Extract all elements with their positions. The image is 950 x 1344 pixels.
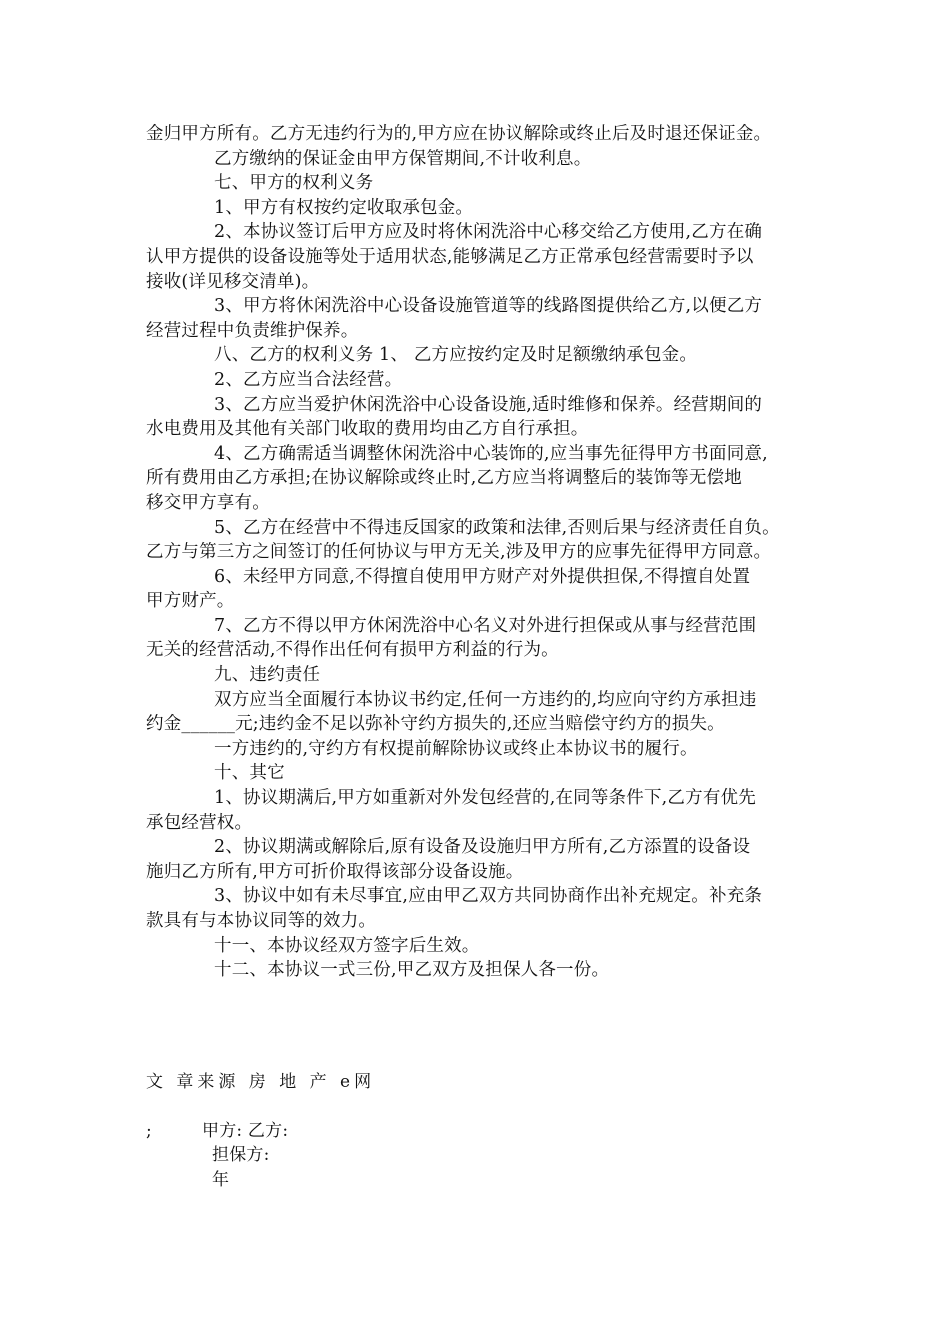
party-signature-row: [146, 1119, 826, 1144]
body-line: 认甲方提供的设备设施等处于适用状态,能够满足乙方正常承包经营需要时予以: [146, 246, 754, 267]
body-line: 八、乙方的权利义务 1、 乙方应按约定及时足额缴纳承包金。: [214, 345, 698, 366]
body-line: 施归乙方所有,甲方可折价取得该部分设备设施。: [146, 861, 524, 882]
body-line: 3、甲方将休闲洗浴中心设备设施管道等的线路图提供给乙方,以便乙方: [214, 296, 763, 317]
body-line: 2、协议期满或解除后,原有设备及设施归甲方所有,乙方添置的设备设: [214, 837, 751, 858]
signature-footer: [146, 1070, 826, 1192]
body-line: 乙方与第三方之间签订的任何协议与甲方无关,涉及甲方的应事先征得甲方同意。: [146, 542, 772, 563]
party-a-b-label: 甲方: 乙方:: [202, 1120, 289, 1141]
body-line: 3、协议中如有未尽事宜,应由甲乙双方共同协商作出补充规定。补充条: [214, 886, 763, 907]
body-line: 款具有与本协议同等的效力。: [146, 911, 377, 931]
source-line: 文 章来源 房 地 产 e网: [146, 1072, 376, 1092]
agreement-body: [146, 122, 826, 983]
body-line: 1、协议期满后,甲方如重新对外发包经营的,在同等条件下,乙方有优先: [214, 788, 756, 809]
body-line: 十、其它: [214, 763, 285, 784]
year-label: 年: [212, 1169, 230, 1190]
body-line: 十一、本协议经双方签字后生效。: [214, 935, 480, 956]
body-line: 2、乙方应当合法经营。: [214, 369, 403, 390]
body-line: 5、乙方在经营中不得违反国家的政策和法律,否则后果与经济责任自负。: [214, 517, 780, 538]
body-line: 2、本协议签订后甲方应及时将休闲洗浴中心移交给乙方使用,乙方在确: [214, 222, 763, 243]
body-line: 3、乙方应当爱护休闲洗浴中心设备设施,适时维修和保养。经营期间的: [214, 394, 763, 415]
body-line: 6、未经甲方同意,不得擅自使用甲方财产对外提供担保,不得擅自处置: [214, 566, 751, 587]
body-line: 7、乙方不得以甲方休闲洗浴中心名义对外进行担保或从事与经营范围: [214, 615, 757, 636]
body-line: 约金______元;违约金不足以弥补守约方损失的,还应当赔偿守约方的损失。: [146, 714, 725, 735]
body-line: 双方应当全面履行本协议书约定,任何一方违约的,均应向守约方承担违: [214, 689, 757, 710]
body-line: 4、乙方确需适当调整休闲洗浴中心装饰的,应当事先征得甲方书面同意,: [214, 443, 768, 464]
body-line: 接收(详见移交清单)。: [146, 271, 320, 292]
body-line: 九、违约责任: [214, 665, 321, 686]
body-line: 移交甲方享有。: [146, 492, 270, 513]
body-line: 水电费用及其他有关部门收取的费用均由乙方自行承担。: [146, 419, 589, 440]
body-line: 乙方缴纳的保证金由甲方保管期间,不计收利息。: [214, 148, 592, 169]
body-line: 无关的经营活动,不得作出任何有损甲方利益的行为。: [146, 640, 559, 661]
body-line: 七、甲方的权利义务: [214, 173, 374, 194]
body-line: 所有费用由乙方承担;在协议解除或终止时,乙方应当将调整后的装饰等无偿地: [146, 468, 742, 489]
body-line: 甲方财产。: [146, 591, 235, 612]
footer-semicolon: ;: [146, 1120, 152, 1141]
body-line: 承包经营权。: [146, 812, 253, 833]
body-line: 1、甲方有权按约定收取承包金。: [214, 197, 474, 218]
body-line: 金归甲方所有。乙方无违约行为的,甲方应在协议解除或终止后及时退还保证金。: [146, 124, 772, 144]
guarantor-label: 担保方:: [212, 1145, 270, 1166]
body-line: 经营过程中负责维护保养。: [146, 320, 359, 341]
body-line: 一方违约的,守约方有权提前解除协议或终止本协议书的履行。: [214, 738, 698, 759]
body-line: 十二、本协议一式三份,甲乙双方及担保人各一份。: [214, 960, 610, 981]
